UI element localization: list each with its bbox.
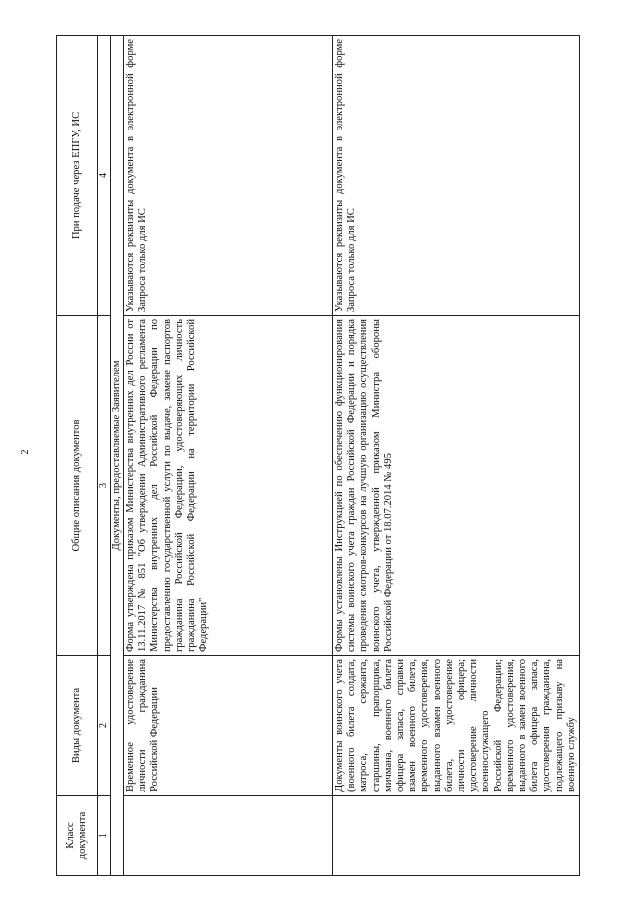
cell-epgu: Указываются реквизиты документа в электронной форме Запроса только для ИС [124, 36, 333, 316]
table-row [124, 36, 333, 876]
header-class: Класс документа [57, 796, 98, 876]
document-table-container [56, 36, 616, 876]
table-row [333, 36, 580, 876]
column-number: 2 [98, 656, 111, 796]
header-epgu: При подаче через ЕПГУ, ИС [57, 36, 98, 316]
cell-document-type: Временное удостоверение личности гражданина Российской Федерации [124, 656, 333, 796]
page-number: 2 [20, 449, 31, 455]
column-number: 1 [98, 796, 111, 876]
header-type: Виды документа [57, 656, 98, 796]
section-title: Документы, предоставляемые Заявителем [111, 36, 124, 876]
documents-table [56, 35, 580, 876]
cell-description: Формы установлены Инструкцией по обеспечению функционирования системы воинского учета граждан Российской Федерации и порядка проведения смотров-конкурсов на лучшую организацию осуществления воинского учета, утвержденной приказом Министра обороны Российской Федерации от 18.07.2014 № 495 [333, 316, 580, 656]
header-description: Общие описания документов [57, 316, 98, 656]
column-number-row [98, 36, 111, 876]
cell-epgu: Указываются реквизиты документа в электронной форме Запроса только для ИС [333, 36, 580, 316]
cell-document-type: Документы воинского учета (военного билета солдата, матроса, сержанта, старшины, прапорщика, мичмана, военного билета офицера запаса, справки взамен военного билета, временного удостоверения, выданного взамен военного билета, удостоверение личности офицера; удостоверение личности военнослужащего Российской Федерации; временного удостоверения, выданного в замен военного билета офицера запаса, удостоверения гражданина, подлежащего призыву на военную службу [333, 656, 580, 796]
cell-class [124, 796, 333, 876]
section-row [111, 36, 124, 876]
column-number: 4 [98, 36, 111, 316]
column-number: 3 [98, 316, 111, 656]
table-header-row [57, 36, 98, 876]
cell-class [333, 796, 580, 876]
cell-description: Форма утверждена приказом Министерства внутренних дел России от 13.11.2017 № 851 "Об утверждении Административного регламента Министерства внутренних дел Российской Федерации по предоставлению государственной услуги по выдаче, замене паспортов гражданина Российской Федерации, удостоверяющих личность гражданина Российской Федерации на территории Российской Федерации" [124, 316, 333, 656]
